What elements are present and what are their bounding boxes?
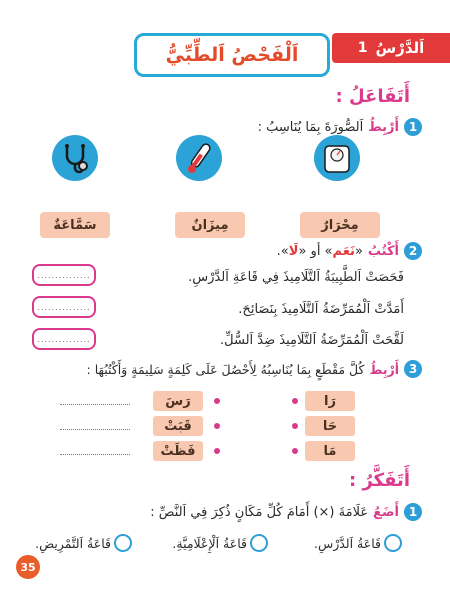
question-verb: أَرْبِطُ [368, 119, 399, 135]
section-heading-interact: أَتَفَاعَلُ : [336, 86, 410, 107]
place-option-1[interactable] [314, 534, 402, 552]
word-tag-scale[interactable]: مِيزَانٌ [175, 212, 245, 238]
question-verb: أَضَعُ [373, 504, 399, 520]
option-circle[interactable] [384, 534, 402, 552]
question-think-1 [150, 503, 422, 521]
answer-box-2[interactable]: ............... [32, 296, 96, 318]
match-dot[interactable] [214, 423, 220, 429]
question-number: 3 [404, 360, 422, 378]
question-verb: أَرْبِطُ [369, 361, 399, 377]
no-word: لَا [288, 243, 299, 259]
option-label: قَاعَةُ اَلتَّمْرِيضِ. [35, 535, 111, 551]
page-number: 35 [16, 555, 40, 579]
word-tag-stethoscope[interactable]: سَمَّاعَةٌ [40, 212, 110, 238]
question-text: كُلَّ مَقْطَعٍ بِمَا يُنَاسِبُهُ لِأَحْصُلَ عَلَى كَلِمَةٍ سَلِيمَةٍ وَأَكْتُبُهَا : [86, 361, 365, 377]
question-text: اَلصُّورَةَ بِمَا يُنَاسِبُ : [257, 119, 364, 135]
match-dot[interactable] [292, 448, 298, 454]
quote-close: ». [276, 243, 289, 259]
lesson-number: 1 [357, 40, 368, 56]
answer-line-3[interactable] [60, 454, 130, 455]
question-2 [277, 242, 422, 260]
option-circle[interactable] [250, 534, 268, 552]
sentence-2: أَمَدَّتْ اَلْمُمَرِّضَةُ اَلتَّلَامِيذَ بِنَصَائِحَ. [238, 302, 404, 317]
syllable-left-2[interactable]: قَبَتْ [153, 416, 203, 436]
thermometer-icon[interactable] [176, 135, 222, 181]
place-option-2[interactable] [172, 534, 268, 552]
option-circle[interactable] [114, 534, 132, 552]
lesson-label: اَلدَّرْسُ [375, 39, 425, 57]
sentence-1: فَحَصَتْ اَلطَّبِيبَةُ اَلتَّلَامِيذَ فِي قَاعَةِ اَلدَّرْسِ. [188, 270, 404, 285]
sentence-3: لَقَّحَتْ اَلْمُمَرِّضَةُ اَلتَّلَامِيذَ ضِدَّ اَلسُّلِّ. [220, 333, 404, 348]
question-text: عَلَامَةَ (×) أَمَامَ كُلِّ مَكَانٍ ذُكِرَ فِي اَلنَّصِّ : [150, 504, 369, 520]
answer-line-2[interactable] [60, 429, 130, 430]
word-tag-thermometer[interactable]: مِحْرَارٌ [300, 212, 380, 238]
quote-open: « [354, 243, 363, 259]
scale-icon[interactable] [314, 135, 360, 181]
answer-box-3[interactable]: ............... [32, 328, 96, 350]
question-verb: أَكْتُبُ [367, 243, 399, 259]
syllable-right-1[interactable]: رَا [305, 391, 355, 411]
lesson-tab [332, 33, 450, 63]
match-dot[interactable] [292, 398, 298, 404]
stethoscope-icon[interactable] [52, 135, 98, 181]
question-number: 2 [404, 242, 422, 260]
syllable-left-3[interactable]: فَظَتْ [153, 441, 203, 461]
question-number: 1 [404, 118, 422, 136]
question-number: 1 [404, 503, 422, 521]
syllable-left-1[interactable]: رَسَ [153, 391, 203, 411]
syllable-right-2[interactable]: حَا [305, 416, 355, 436]
question-text [277, 244, 363, 259]
option-label: قَاعَةُ اَلْإِعْلَامِيَّةِ. [172, 535, 247, 551]
option-label: قَاعَةُ اَلدَّرْسِ. [313, 535, 381, 551]
syllable-right-3[interactable]: مَا [305, 441, 355, 461]
answer-line-1[interactable] [60, 404, 130, 405]
match-dot[interactable] [292, 423, 298, 429]
match-dot[interactable] [214, 398, 220, 404]
quote-mid: » أو « [298, 243, 333, 259]
match-dot[interactable] [214, 448, 220, 454]
lesson-title-box [134, 33, 330, 77]
section-heading-think: أَتَفَكَّرُ : [349, 470, 410, 491]
lesson-title: اَلْفَحْصُ اَلطِّبِّيُّ [165, 44, 299, 66]
yes-word: نَعَم [332, 243, 355, 259]
question-3 [87, 360, 422, 378]
place-option-3[interactable] [35, 534, 132, 552]
answer-box-1[interactable]: ............... [32, 264, 96, 286]
question-1 [258, 118, 422, 136]
